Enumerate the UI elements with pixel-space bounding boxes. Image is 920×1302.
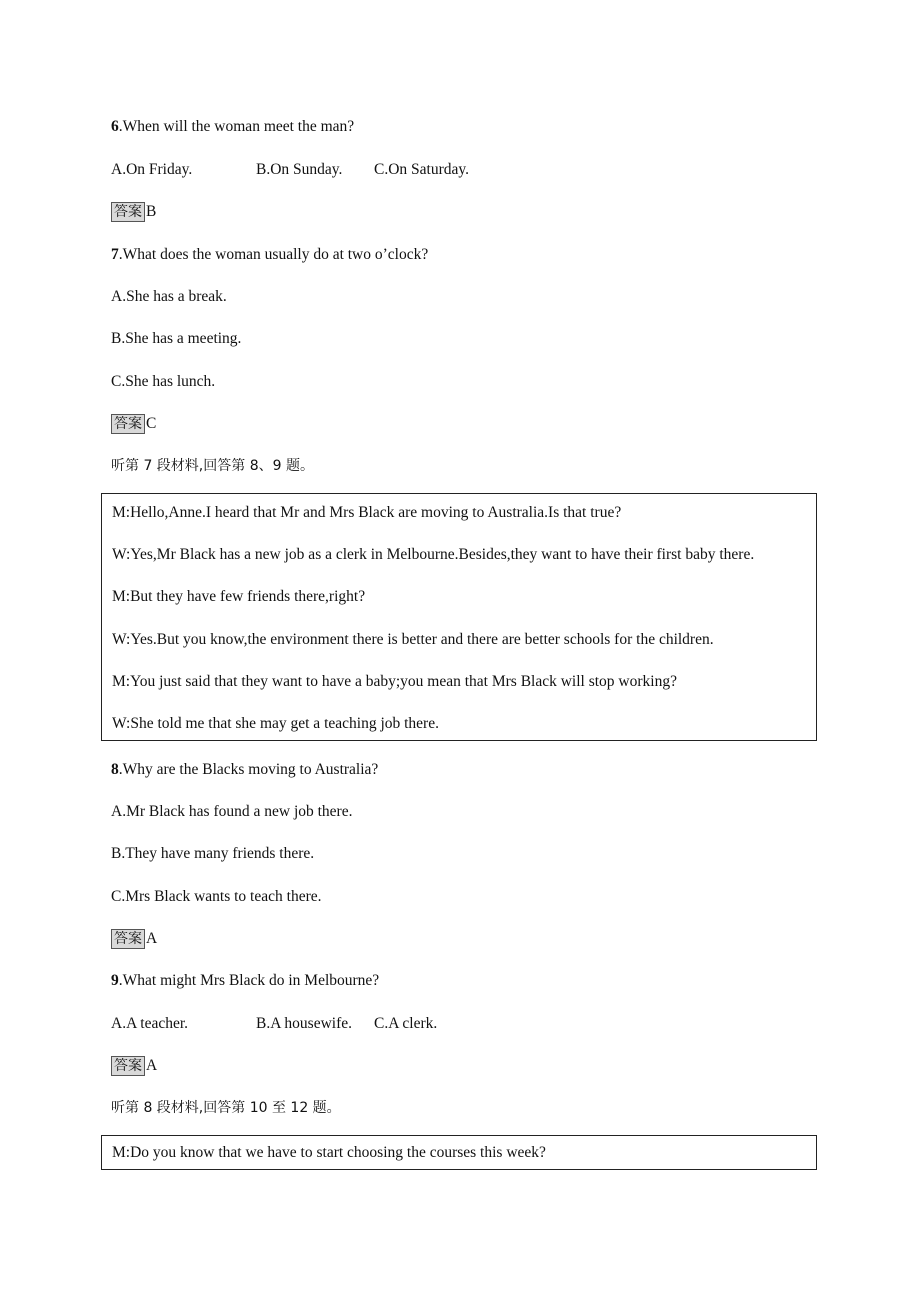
option-a: A.She has a break. [111,288,227,305]
option-c: C.Mrs Black wants to teach there. [111,888,322,905]
question-text: .When will the woman meet the man? [118,118,355,135]
option-b: B.They have many friends there. [111,845,315,862]
option-c: C.A clerk. [374,1015,438,1032]
answer-row-8 [111,929,157,949]
answer-label: 答案 [111,929,145,949]
option-c: C.On Saturday. [374,161,469,178]
dialog-line: W:Yes,Mr Black has a new job as a clerk in Melbourne.Besides,they want to have their first baby there. [112,546,755,563]
question-number: 8 [111,761,119,778]
option-c: C.She has lunch. [111,373,216,390]
answer-row-6 [111,202,156,222]
dialog-box-8 [101,1135,817,1170]
dialog-line: W:She told me that she may get a teaching job there. [112,715,439,732]
section-8-instruction: 听第 8 段材料,回答第 10 至 12 题。 [111,1100,341,1116]
dialog-line: M:Hello,Anne.I heard that Mr and Mrs Black are moving to Australia.Is that true? [112,504,622,521]
option-b: B.She has a meeting. [111,330,242,347]
answer-label: 答案 [111,1056,145,1076]
answer-value: A [146,1057,158,1074]
question-number: 6 [111,118,119,135]
answer-value: A [146,930,158,947]
dialog-box-7 [101,493,817,741]
answer-value: B [146,203,157,220]
dialog-line: W:Yes.But you know,the environment there is better and there are better schools for the children. [112,631,714,648]
answer-row-9 [111,1056,157,1076]
answer-value: C [146,415,157,432]
question-text: .What might Mrs Black do in Melbourne? [118,972,380,989]
dialog-line: M:You just said that they want to have a baby;you mean that Mrs Black will stop working? [112,673,677,690]
question-number: 7 [111,246,119,263]
option-b: B.On Sunday. [256,161,343,178]
answer-label: 答案 [111,414,145,434]
question-text: .What does the woman usually do at two o’clock? [118,246,429,263]
option-a: A.A teacher. [111,1015,189,1032]
section-7-instruction: 听第 7 段材料,回答第 8、9 题。 [111,458,314,474]
dialog-line: M:Do you know that we have to start choosing the courses this week? [112,1144,546,1161]
question-7 [111,245,428,265]
question-text: .Why are the Blacks moving to Australia? [118,761,379,778]
question-number: 9 [111,972,119,989]
answer-row-7 [111,414,156,434]
option-a: A.Mr Black has found a new job there. [111,803,353,820]
option-b: B.A housewife. [256,1015,353,1032]
answer-label: 答案 [111,202,145,222]
dialog-line: M:But they have few friends there,right? [112,588,366,605]
question-6 [111,117,354,137]
option-a: A.On Friday. [111,161,193,178]
question-9 [111,971,379,991]
question-8 [111,760,378,780]
